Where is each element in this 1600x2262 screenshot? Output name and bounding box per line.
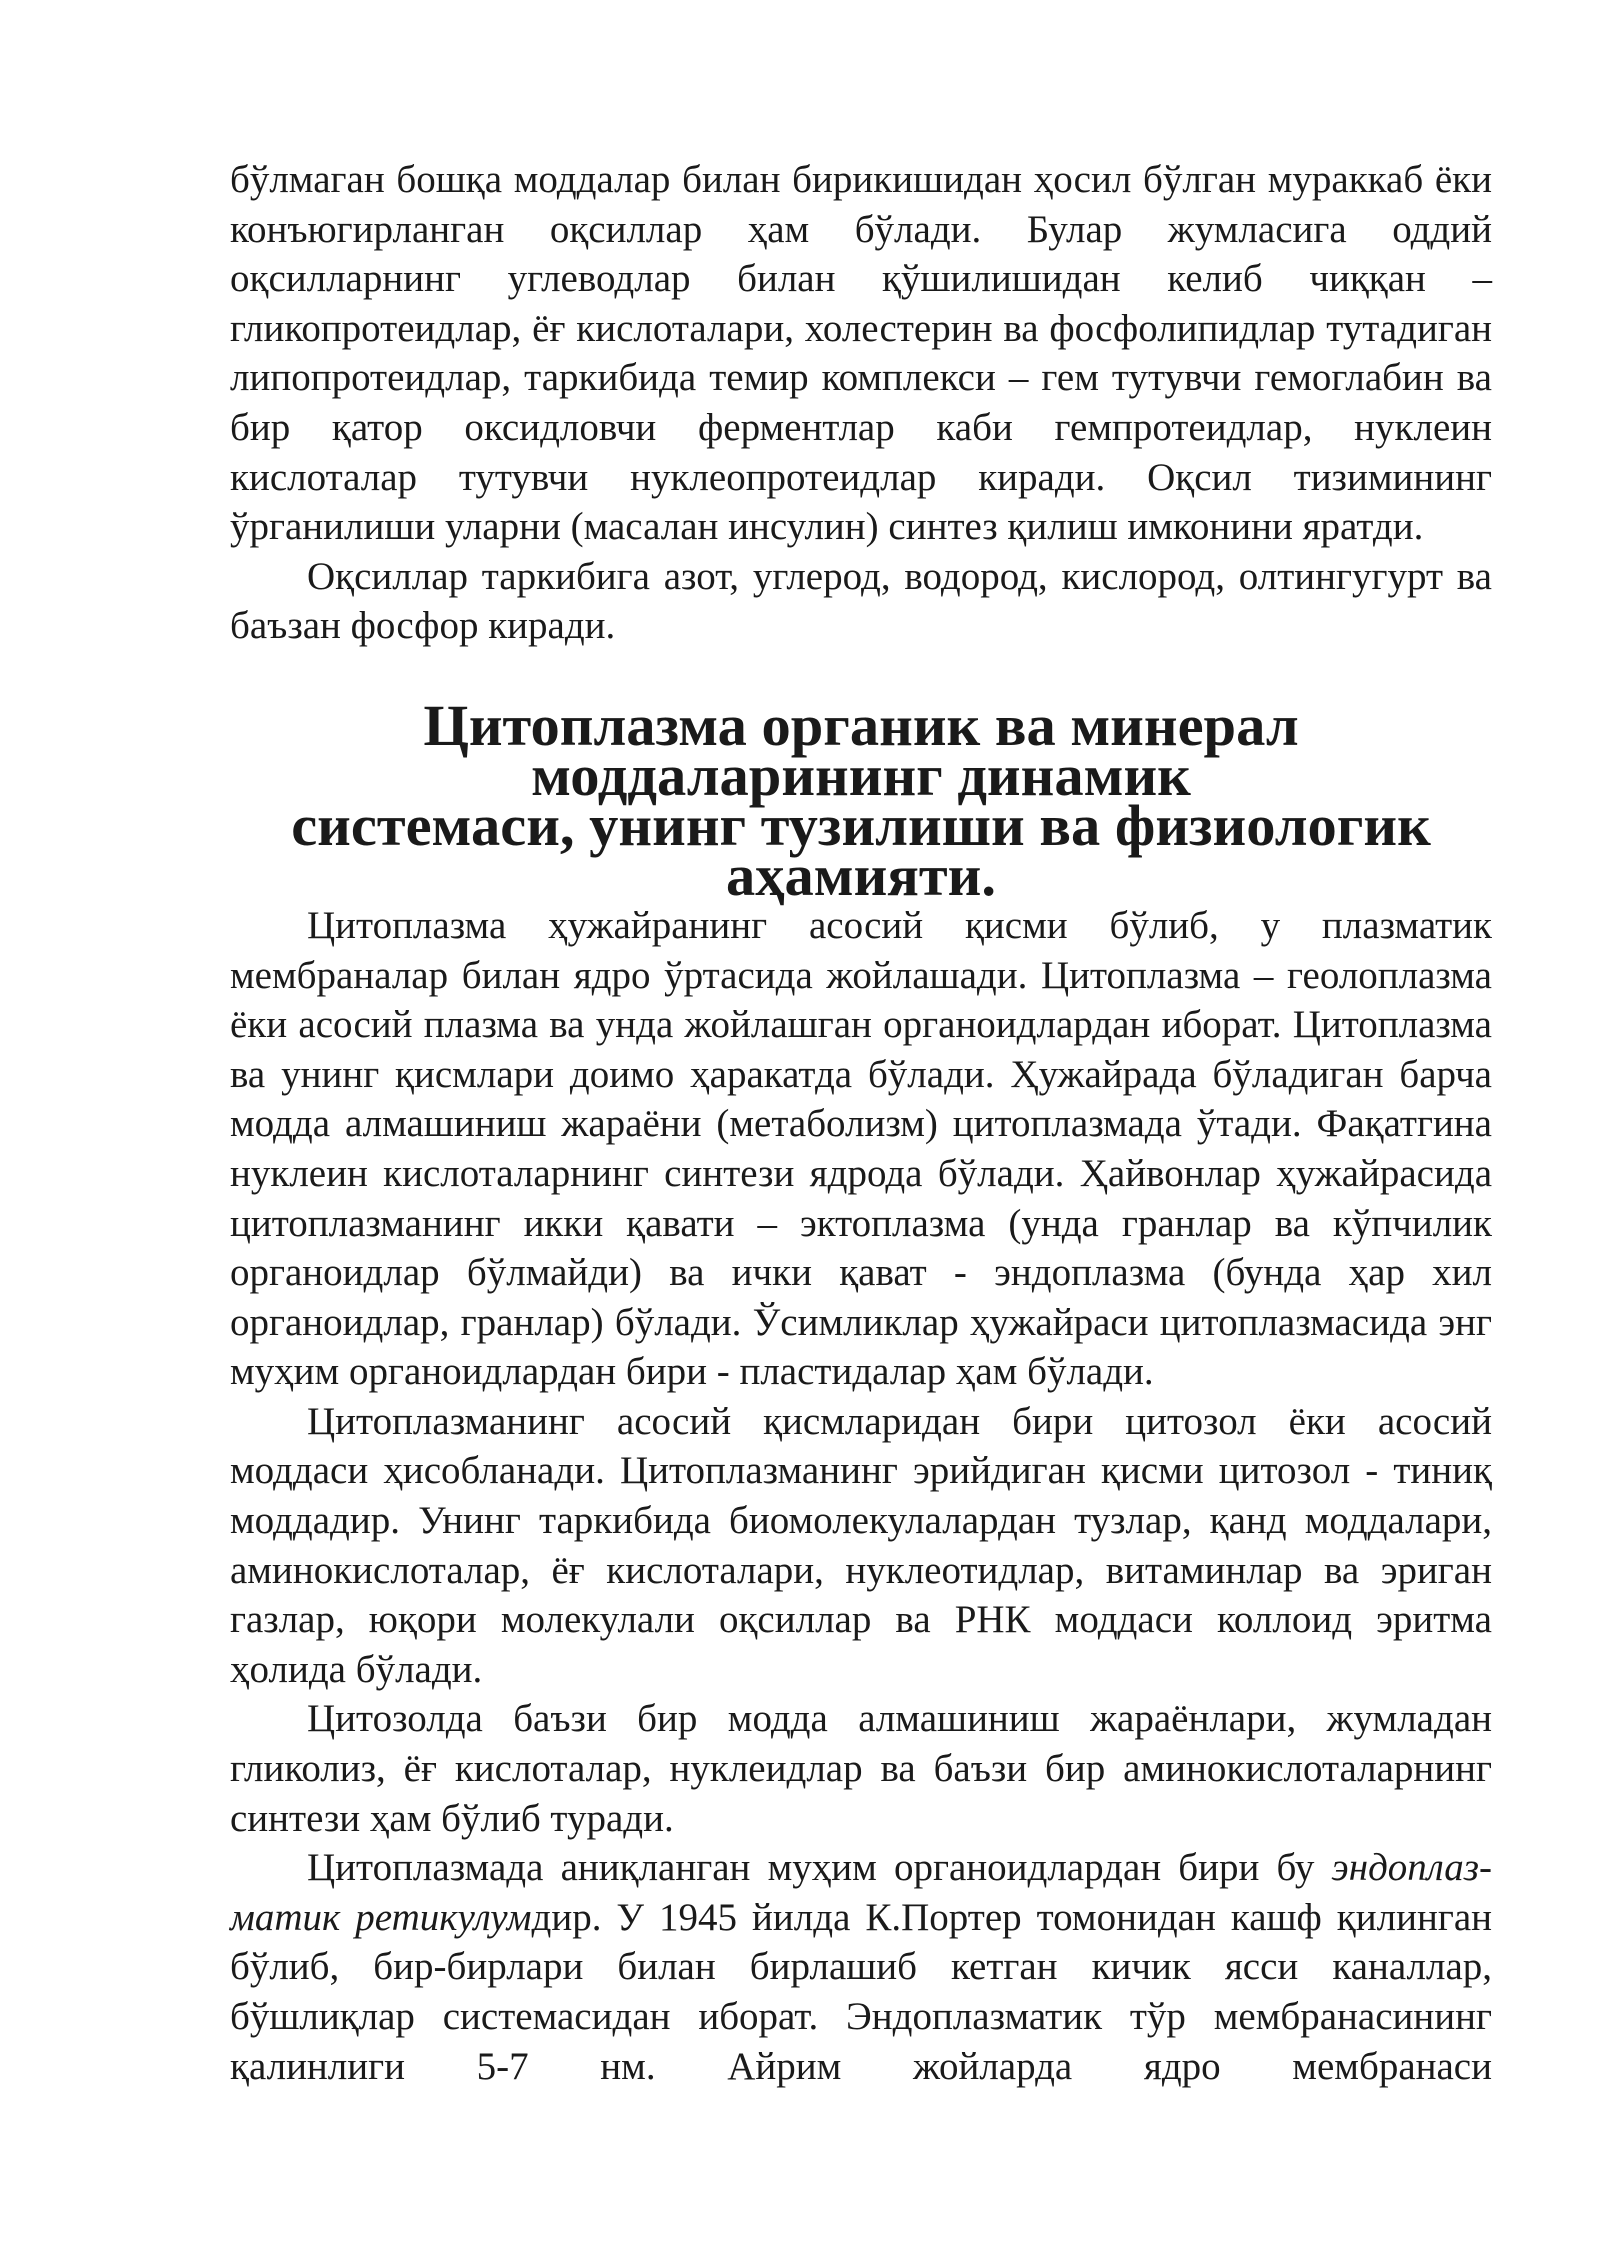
er-term-italic: эндоплаз-матик ретикулум	[230, 1846, 1492, 1939]
section-heading	[230, 692, 1492, 908]
er-paragraph-lead: Цитоплазмада аниқланган муҳим органоидлардан бири бу	[307, 1846, 1332, 1890]
paragraph-cytoplasm-overview: Цитоплазма ҳужайранинг асосий қисми бўлиб, у плазматик мембраналар билан ядро ўртасида жойлашади. Цитоплазма – геолоплазма ёки асосий плазма ва унда жойлашган органоидлардан иборат. Цитоплазма ва унинг қисмлари доимо ҳаракатда бўлади. Ҳужайрада бўладиган барча модда алмашиниш жараёни (метаболизм) цитоплазмада ўтади. Фақатгина нуклеин кислоталарнинг синтези ядрода бўлади. Ҳайвонлар ҳужайрасида цитоплазманинг икки қавати – эктоплазма (унда гранлар ва кўпчилик органоидлар бўлмайди) ва ички қават - эндоплазма (бунда ҳар хил органоидлар, гранлар) бўлади. Ўсимликлар ҳужайраси цитоплазмасида энг муҳим органоидлардан бири - пластидалар ҳам бўлади.	[230, 903, 1492, 1394]
section-heading-line-1: Цитоплазма органик ва минерал моддаларининг динамик	[423, 692, 1299, 808]
er-paragraph-tail: дир. У 1945 йилда К.Портер томонидан кашф қилинган бўлиб, бир-бирлари билан бирлашиб кетган кичик ясси каналлар, бўшлиқлар системасидан иборат. Эндоплазматик тўр мембранасининг қалинлиги 5-7 нм. Айрим жойларда ядро мембранаси	[230, 1895, 1493, 2088]
paragraph-endoplasmic-reticulum	[230, 1843, 1492, 2091]
paragraph-conjugated-proteins: бўлмаган бошқа моддалар билан бирикишидан ҳосил бўлган мураккаб ёки конъюгирланган оқсиллар ҳам бўлади. Булар жумласига оддий оқсилларнинг углеводлар билан қўшилишидан келиб чиққан – гликопротеидлар, ёғ кислоталари, холестерин ва фосфолипидлар тутадиган липопротеидлар, таркибида темир комплекси – гем тутувчи гемоглабин ва бир қатор оксидловчи ферментлар каби гемпротеидлар, нуклеин кислоталар тутувчи нуклеопротеидлар киради. Оқсил тизимининг ўрганилиши уларни (масалан инсулин) синтез қилиш имконини яратди.	[230, 158, 1492, 549]
paragraph-protein-elements: Оқсиллар таркибига азот, углерод, водород, кислород, олтингугурт ва баъзан фосфор киради.	[230, 554, 1492, 648]
paragraph-cytosol-metabolism: Цитозолда баъзи бир модда алмашиниш жараёнлари, жумладан гликолиз, ёғ кислоталар, нуклеидлар ва баъзи бир аминокислоталарнинг синтези ҳам бўлиб туради.	[230, 1697, 1492, 1840]
body-text	[230, 155, 1492, 2091]
section-heading-line-2: системаси, унинг тузилиши ва физиологик аҳамияти.	[291, 792, 1431, 908]
paragraph-cytosol: Цитоплазманинг асосий қисмларидан бири цитозол ёки асосий моддаси ҳисобланади. Цитоплазманинг эрийдиган қисми цитозол - тиниқ моддадир. Унинг таркибида биомолекулалардан тузлар, қанд моддалари, аминокислоталар, ёғ кислоталари, нуклеотидлар, витаминлар ва эриган газлар, юқори молекулали оқсиллар ва РНК моддаси коллоид эритма ҳолида бўлади.	[230, 1399, 1492, 1691]
